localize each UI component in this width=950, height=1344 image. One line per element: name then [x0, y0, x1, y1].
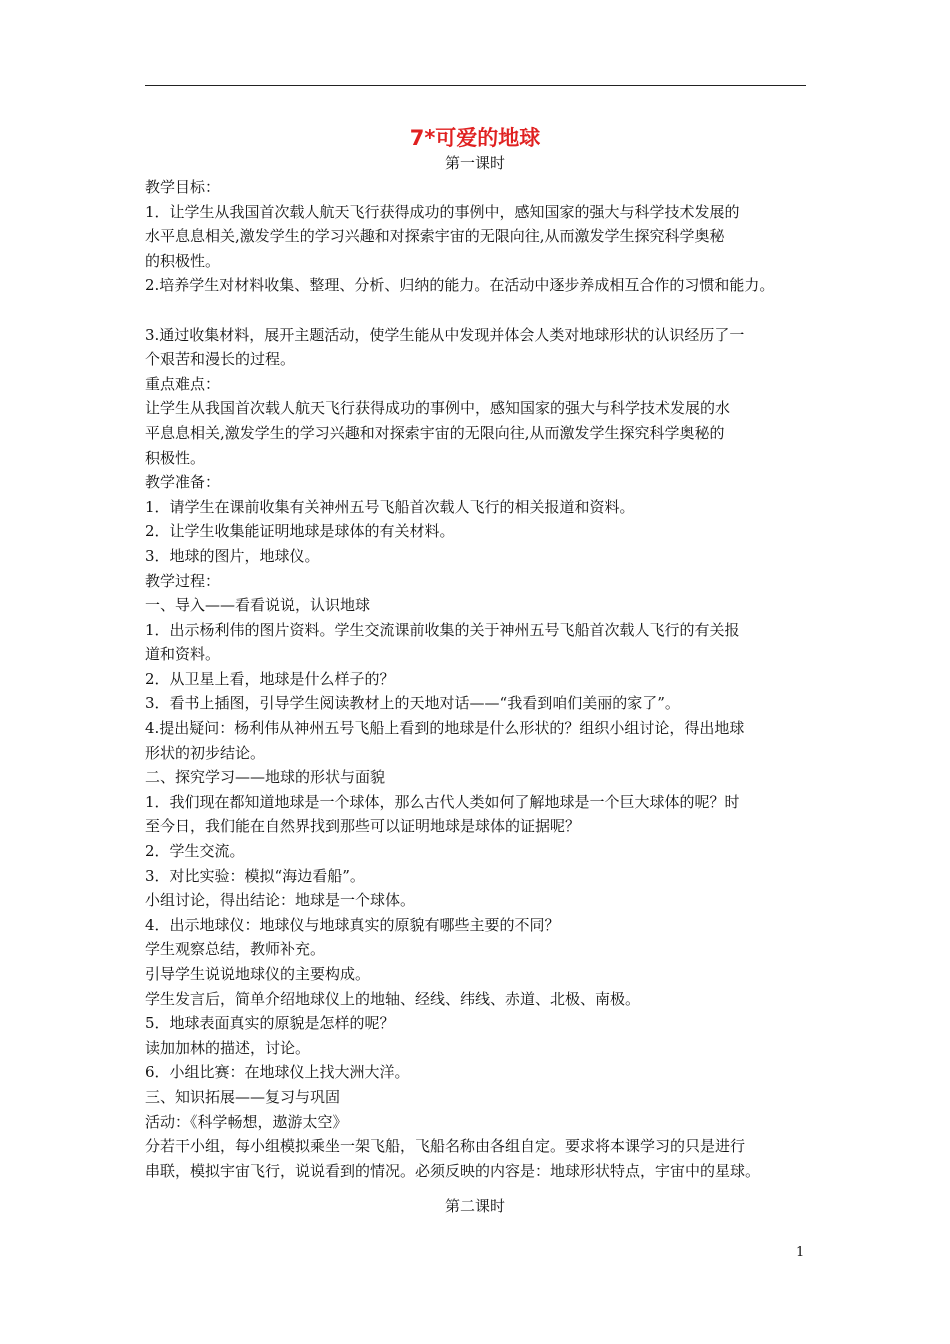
text-line: 重点难点：: [145, 374, 221, 393]
text-line: 3．看书上插图，引导学生阅读教材上的天地对话——“我看到咱们美丽的家了”。: [145, 694, 680, 713]
text-line: [145, 298, 810, 323]
text-line: 引导学生说说地球仪的主要构成。: [145, 965, 371, 983]
text-line: 学生发言后，简单介绍地球仪上的地轴、经线、纬线、赤道、北极、南极。: [145, 989, 641, 1008]
text-line: 学生观察总结，教师补充。: [145, 940, 326, 959]
lesson-two-heading: 第二课时: [444, 1197, 505, 1215]
text-line: 平息息相关,激发学生的学习兴趣和对探索宇宙的无限向往,从而激发学生探究科学奥秘的: [145, 423, 725, 442]
text-line: 1．请学生在课前收集有关神州五号飞船首次载人飞行的相关报道和资料。: [145, 497, 635, 516]
text-line: 形状的初步结论。: [145, 743, 266, 762]
text-line: 教学目标：: [145, 178, 221, 196]
text-line: 小组讨论，得出结论：地球是一个球体。: [145, 891, 416, 910]
text-line: 2.培养学生对材料收集、整理、分析、归纳的能力。在活动中逐步养成相互合作的习惯和能力。: [145, 276, 775, 295]
text-line: 2．从卫星上看，地球是什么样子的？: [145, 669, 395, 688]
text-line: 分若干小组，每小组模拟乘坐一架飞船，飞船名称由各组自定。要求将本课学习的只是进行: [145, 1137, 746, 1156]
text-line: 二、探究学习——地球的形状与面貌: [145, 768, 386, 787]
text-line: 3．对比实验：模拟“海边看船”。: [145, 866, 365, 885]
text-line: 个艰苦和漫长的过程。: [145, 350, 296, 369]
text-line: 6．小组比赛：在地球仪上找大洲大洋。: [145, 1063, 410, 1082]
text-line: 4.提出疑问：杨利伟从神州五号飞船上看到的地球是什么形状的？组织小组讨论，得出地球: [145, 719, 745, 738]
text-line: 一、导入——看看说说，认识地球: [145, 596, 371, 615]
text-line: 1．出示杨利伟的图片资料。学生交流课前收集的关于神州五号飞船首次载人飞行的有关报: [145, 620, 740, 639]
text-line: 道和资料。: [145, 645, 221, 664]
text-line: 至今日，我们能在自然界找到那些可以证明地球是球体的证据呢？: [145, 817, 581, 836]
text-line: 水平息息相关,激发学生的学习兴趣和对探索宇宙的无限向往,从而激发学生探究科学奥秘: [145, 227, 725, 246]
text-line: 教学过程：: [145, 571, 221, 590]
lesson-one-heading: 第一课时: [444, 154, 505, 172]
text-line: 串联，模拟宇宙飞行，说说看到的情况。必须反映的内容是：地球形状特点，宇宙中的星球。: [145, 1161, 761, 1180]
text-line: 积极性。: [145, 448, 206, 467]
text-line: 4．出示地球仪：地球仪与地球真实的原貌有哪些主要的不同？: [145, 915, 560, 934]
text-line: 的积极性。: [145, 251, 221, 270]
text-line: 1．让学生从我国首次载人航天飞行获得成功的事例中，感知国家的强大与科学技术发展的: [145, 202, 740, 221]
text-line: 3.通过收集材料，展开主题活动，使学生能从中发现并体会人类对地球形状的认识经历了一: [145, 325, 745, 344]
text-line: 2．让学生收集能证明地球是球体的有关材料。: [145, 522, 455, 541]
text-line: 1．我们现在都知道地球是一个球体，那么古代人类如何了解地球是一个巨大球体的呢？时: [145, 792, 740, 811]
page-title: 7*可爱的地球: [409, 126, 541, 150]
page-number: 1: [796, 1245, 805, 1260]
text-line: 让学生从我国首次载人航天飞行获得成功的事例中，感知国家的强大与科学技术发展的水: [145, 399, 731, 418]
text-line: 读加加林的描述，讨论。: [145, 1038, 311, 1057]
text-line: 活动：《科学畅想，遨游太空》: [145, 1112, 348, 1131]
document-body: [145, 175, 810, 1183]
header-rule: [145, 85, 806, 86]
text-line: 三、知识拓展——复习与巩固: [145, 1087, 341, 1106]
text-line: 3．地球的图片，地球仪。: [145, 546, 320, 565]
text-line: 2．学生交流。: [145, 842, 245, 861]
text-line: 5．地球表面真实的原貌是怎样的呢？: [145, 1014, 395, 1033]
text-line: 教学准备：: [145, 473, 221, 492]
